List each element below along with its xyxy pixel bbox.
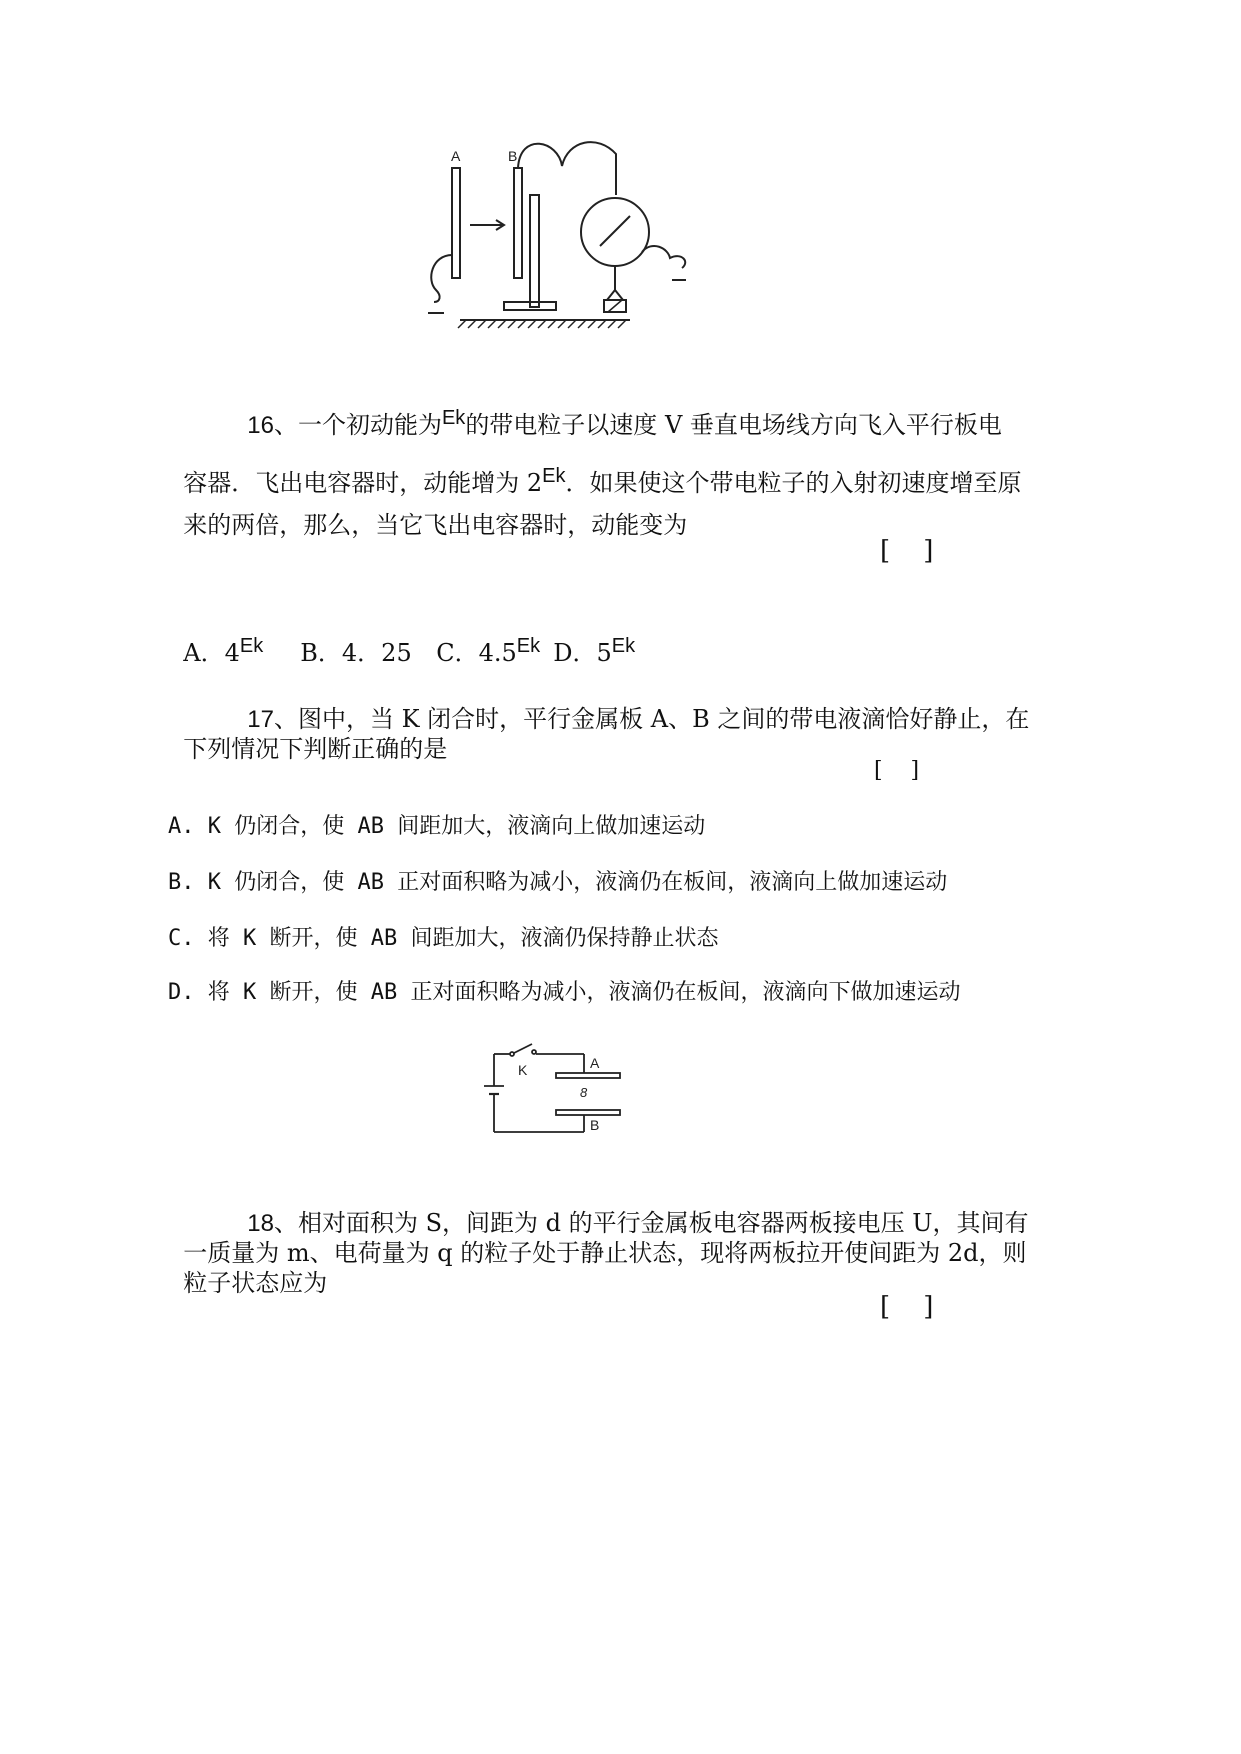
- q17-option-a: A. K 仍闭合，使 AB 间距加大，液滴向上做加速运动: [168, 814, 706, 839]
- q16-text-2b: ．如果使这个带电粒子的入射初速度增至原: [565, 469, 1022, 497]
- q16-option-a: A．4: [183, 639, 240, 667]
- ek-symbol: Ek: [611, 635, 636, 657]
- fig1-label-b: B: [508, 148, 518, 164]
- q17-number: 17: [247, 706, 274, 733]
- q16-options: [168, 608, 263, 670]
- fig2-label-drop: 8: [580, 1085, 588, 1100]
- stand-post: [530, 195, 539, 307]
- q18-text-1: 相对面积为 S，间距为 d 的平行金属板电容器两板接电压 U，其间有: [297, 1209, 1029, 1237]
- q16-option-d-wrap: [538, 608, 635, 670]
- plate-a: [452, 168, 460, 278]
- q16-line-3: [168, 480, 687, 540]
- connecting-wire: [518, 142, 616, 195]
- plate-b: [556, 1110, 620, 1115]
- q17-option-d: D. 将 K 断开，使 AB 正对面积略为减小，液滴仍在板间，液滴向下做加速运动: [168, 980, 961, 1005]
- q18-text-3: 粒子状态应为: [183, 1269, 328, 1297]
- fig1-label-a: A: [451, 148, 461, 164]
- q17-sep: 、: [273, 705, 298, 733]
- fig2-label-a: A: [590, 1055, 600, 1071]
- ek-symbol: Ek: [516, 635, 541, 657]
- fig2-label-k: K: [518, 1062, 528, 1078]
- figure-capacitor-circuit: [480, 1040, 630, 1140]
- q18-sep: 、: [273, 1209, 298, 1237]
- q16-number: 16: [247, 412, 274, 439]
- q17-option-b: B. K 仍闭合，使 AB 正对面积略为减小，液滴仍在板间，液滴向上做加速运动: [168, 870, 948, 895]
- q16-option-b-wrap: [285, 608, 412, 668]
- q16-option-d: D．5: [553, 639, 612, 667]
- fig2-label-b: B: [590, 1117, 600, 1133]
- q16-text-3: 来的两倍，那么，当它飞出电容器时，动能变为: [183, 511, 688, 539]
- plate-a: [556, 1073, 620, 1078]
- q18-text-2: 一质量为 m、电荷量为 q 的粒子处于静止状态，现将两板拉开使间距为 2d，则: [183, 1239, 1027, 1267]
- ek-symbol: Ek: [239, 635, 264, 657]
- q18-answer-bracket[interactable]: [ ]: [880, 1292, 934, 1322]
- q17-text-2: 下列情况下判断正确的是: [183, 735, 448, 763]
- q16-option-b: B．4．25: [300, 639, 412, 667]
- ground-lead-electroscope: [642, 246, 685, 268]
- plate-b: [514, 168, 522, 278]
- q16-sep: 、: [273, 411, 298, 439]
- q16-option-c-wrap: [421, 608, 540, 670]
- q18-line-3: [168, 1238, 327, 1298]
- ek-symbol: Ek: [542, 465, 566, 487]
- q16-text-1b: 的带电粒子以速度 V 垂直电场线方向飞入平行板电: [465, 411, 1002, 439]
- q16-text-1a: 一个初动能为: [297, 411, 442, 439]
- q16-text-2a: 容器．飞出电容器时，动能增为 2: [183, 469, 543, 497]
- q17-line-2: [168, 704, 447, 764]
- ground-lead-a: [431, 255, 452, 302]
- q16-line-1: [232, 380, 1002, 442]
- ek-symbol: Ek: [441, 407, 466, 429]
- q17-option-c: C. 将 K 断开，使 AB 间距加大，液滴仍保持静止状态: [168, 926, 719, 951]
- figure-electroscope: [420, 140, 710, 330]
- ground-hatching: [458, 320, 626, 328]
- q18-number: 18: [247, 1210, 274, 1237]
- switch-k: [514, 1044, 532, 1053]
- q16-option-c: C．4.5: [436, 639, 517, 667]
- q17-text-1: 图中，当 K 闭合时，平行金属板 A、B 之间的带电液滴恰好静止，在: [297, 705, 1030, 733]
- q16-answer-bracket[interactable]: [ ]: [880, 536, 934, 566]
- q17-answer-bracket[interactable]: [ ]: [874, 758, 920, 783]
